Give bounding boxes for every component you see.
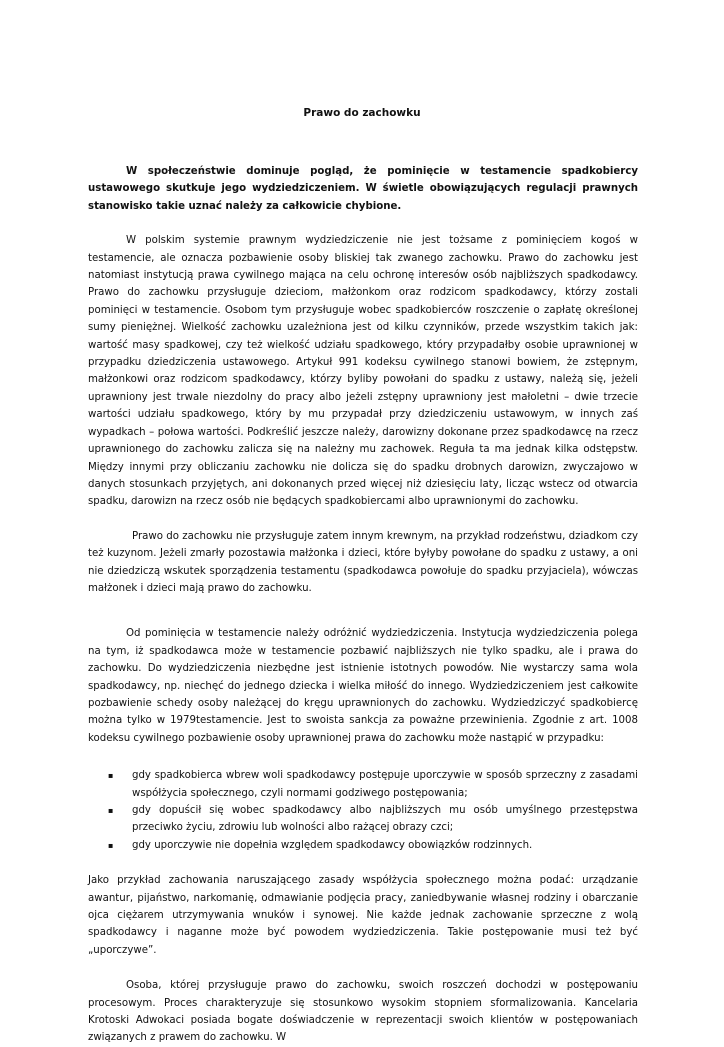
list-item: [88, 837, 638, 854]
paragraph-examples: Jako przykład zachowania naruszającego zasady współżycia społecznego można podać: urządzanie awantur, pijaństwo, narkomanię, odmawianie podjęcia pracy, zaniedbywanie własnej rodziny i obarczanie ojca ciężarem utrzymywania wnuków i synowej. Nie każde jednak zachowanie sprzeczne z wolą spadkodawcy i naganne może być powodem wydziedziczenia. Takie postępowanie musi też być „uporczywe”.: [88, 875, 638, 956]
list-item: [88, 802, 638, 837]
bullet-square-icon: ▪: [108, 806, 114, 815]
paragraph-disinheritance: Od pominięcia w testamencie należy odróżnić wydziedziczenia. Instytucja wydziedziczenia polega na tym, iż spadkodawca może w testamencie pozbawić najbliższych nie tylko spadku, ale i prawa do zachowku. Do wydziedziczenia niezbędne jest istnienie istotnych powodów. Nie wystarczy sama wola spadkodawcy, np. niechęć do jednego dziecka i wielka miłość do innego. Wydziedziczeniem jest całkowite pozbawienie schedy osoby należącej do kręgu uprawnionych do zachowku. Wydziedziczyć spadkobiercę można tylko w 1979testamencie. Jest to swoista sankcja za poważne przewinienia. Zgodnie z art. 1008 kodeksu cywilnego pozbawienie osoby uprawnionej prawa do zachowku może nastąpić w przypadku:: [88, 628, 638, 744]
list-item-text: gdy dopuścił się wobec spadkodawcy albo najbliższych mu osób umyślnego przestępstwa przeciwko życiu, zdrowiu lub wolności albo rażącej obrazy czci;: [132, 805, 638, 834]
lead-paragraph: W społeczeństwie dominuje pogląd, że pominięcie w testamencie spadkobiercy ustawowego skutkuje jego wydziedziczeniem. W świetle obowiązujących regulacji prawnych stanowisko takie uznać należy za całkowicie chybione.: [88, 166, 638, 212]
paragraph-other-relatives: Prawo do zachowku nie przysługuje zatem innym krewnym, na przykład rodzeństwu, dziadkom czy też kuzynom. Jeżeli zmarły pozostawia małżonka i dzieci, które byłyby powołane do spadku z ustawy, a oni nie dziedziczą wskutek sporządzenia testamentu (spadkodawca powołuje do spadku przyjaciela), wówczas małżonek i dzieci mają prawo do zachowku.: [88, 530, 638, 594]
document-title: Prawo do zachowku: [303, 107, 421, 119]
list-item: [88, 767, 638, 802]
list-item-text: gdy uporczywie nie dopełnia względem spadkodawcy obowiązków rodzinnych.: [132, 839, 533, 851]
bullet-square-icon: ▪: [108, 840, 114, 850]
list-item-text: gdy spadkobierca wbrew woli spadkodawcy postępuje uporczywie w sposób sprzeczny z zasadami współżycia społecznego, czyli normami godziwego postępowania;: [132, 770, 638, 799]
paragraph-legal-system: W polskim systemie prawnym wydziedziczenie nie jest tożsame z pominięciem kogoś w testamencie, ale oznacza pozbawienie osoby bliskiej tak zwanego zachowku. Prawo do zachowku jest natomiast instytucją prawa cywilnego mająca na celu ochronę interesów osób najbliższych spadkodawcy. Prawo do zachowku przysługuje dzieciom, małżonkom oraz rodzicom spadkodawcy, którzy zostali pominięci w testamencie. Osobom tym przysługuje wobec spadkobierców roszczenie o zapłatę określonej sumy pieniężnej. Wielkość zachowku uzależniona jest od kilku czynników, przede wszystkim takich jak: wartość masy spadkowej, czy też wielkość udziału spadkowego, który przypadałby osobie uprawnionej w przypadku dziedziczenia ustawowego. Artykuł 991 kodeksu cywilnego stanowi bowiem, że zstępnym, małżonkowi oraz rodzicom spadkodawcy, którzy byliby powołani do spadku z ustawy, należą się, jeżeli uprawniony jest trwale niezdolny do pracy albo jeżeli zstępny uprawniony jest małoletni – dwie trzecie wartości udziału spadkowego, który by mu przypadał przy dziedziczeniu ustawowym, w innych zaś wypadkach – połowa wartości. Podkreślić jeszcze należy, darowizny dokonane przez spadkodawcę na rzecz uprawnionego do zachowku zalicza się na należny mu zachowek. Reguła ta ma jednak kilka odstępstw. Między innymi przy obliczaniu zachowku nie dolicza się do spadku drobnych darowizn, zwyczajowo w danych stosunkach przyjętych, ani dokonanych przed więcej niż dziesięciu laty, licząc wstecz od otwarcia spadku, darowizn na rzecz osób nie będących spadkobiercami albo uprawnionymi do zachowku.: [88, 235, 638, 508]
paragraph-procedure: Osoba, której przysługuje prawo do zachowku, swoich roszczeń dochodzi w postępowaniu procesowym. Proces charakteryzuje się stosunkowo wysokim stopniem sformalizowania. Kancelaria Krotoski Adwokaci posiada bogate doświadczenie w reprezentacji swoich klientów w postępowaniach związanych z prawem do zachowku. W: [88, 980, 638, 1044]
disinheritance-reasons-list: [88, 767, 638, 854]
document-body: [88, 163, 638, 1047]
bullet-square-icon: ▪: [108, 771, 114, 781]
